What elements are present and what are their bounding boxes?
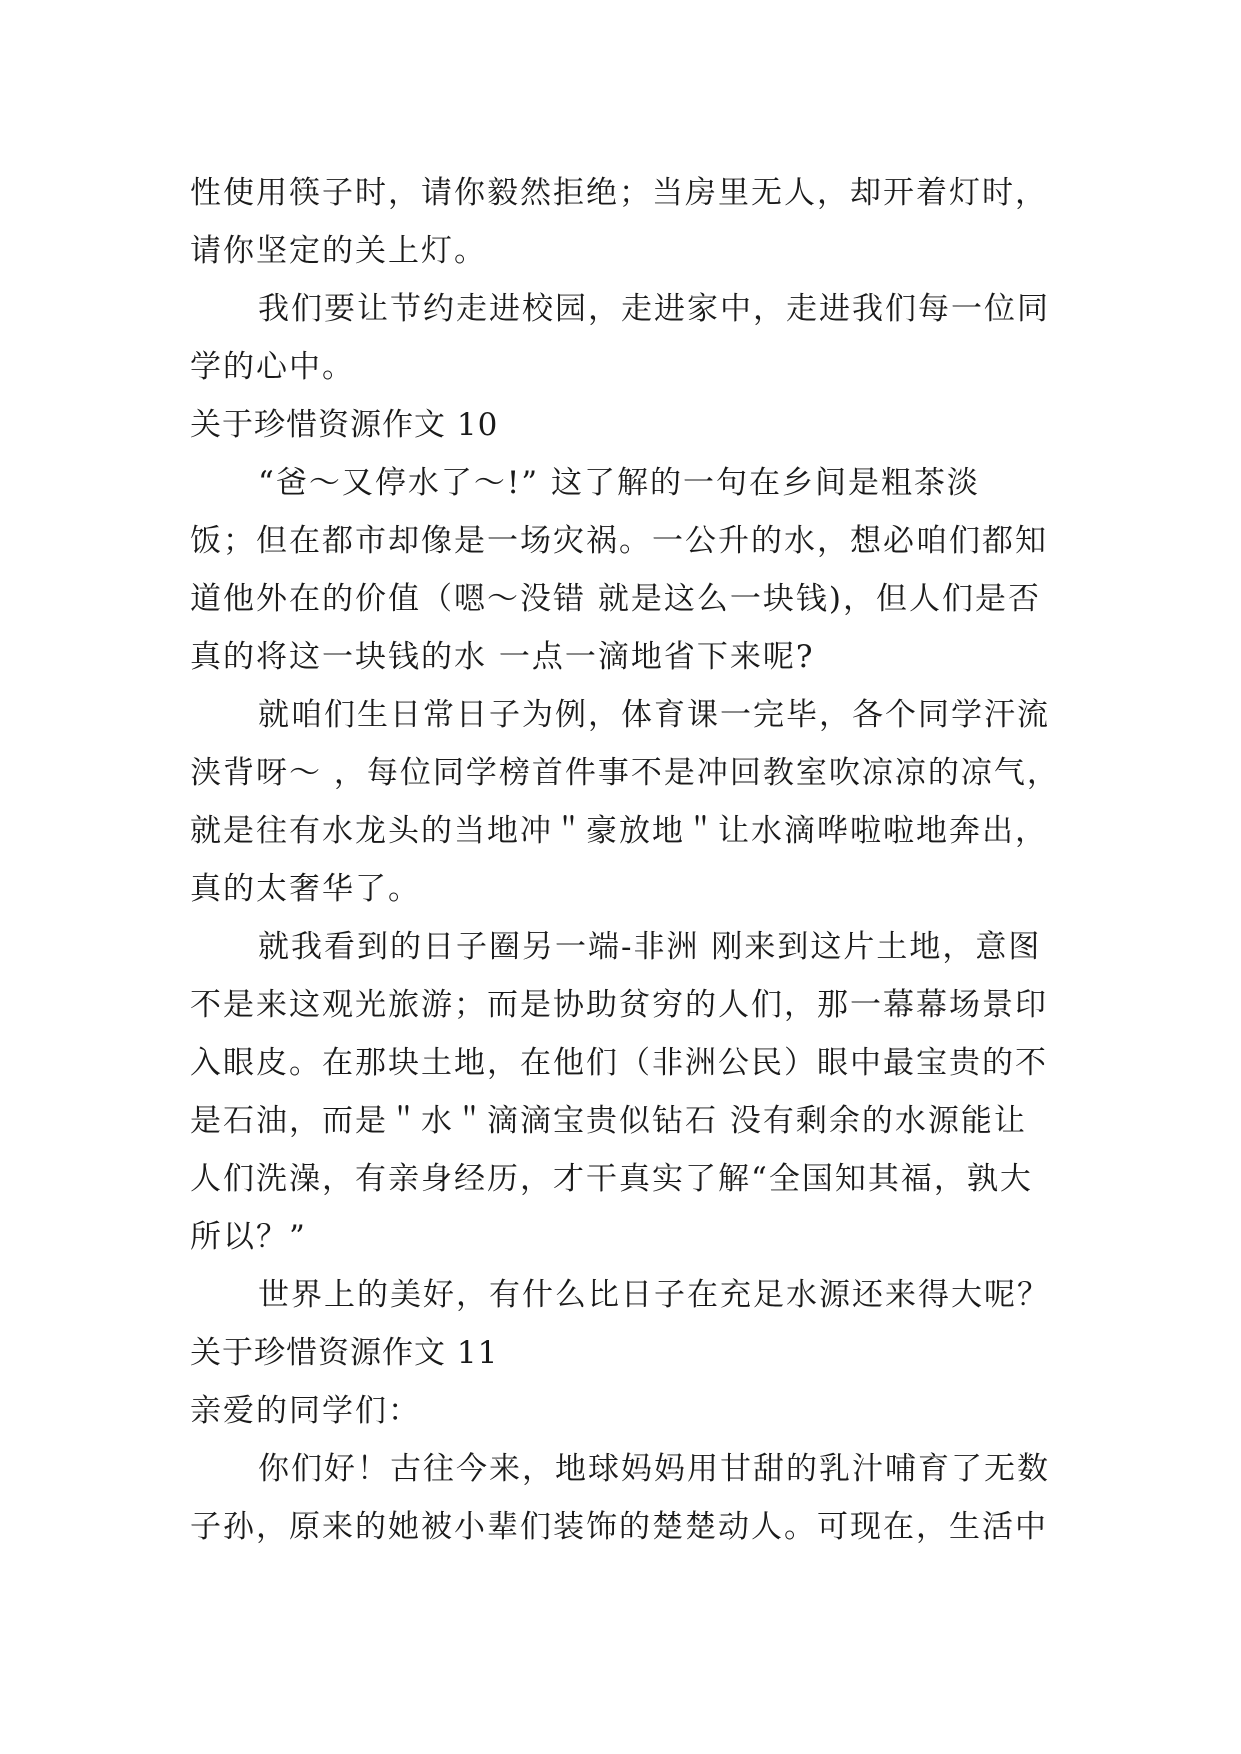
text-line: 我们要让节约走进校园，走进家中，走进我们每一位同 — [258, 291, 1050, 327]
text-line: 就是往有水龙头的当地冲＂豪放地＂让水滴哗啦啦地奔出， — [190, 813, 1048, 849]
text-line: 亲爱的同学们： — [190, 1393, 421, 1429]
text-line: 人们洗澡，有亲身经历，才干真实了解“全国知其福，孰大 — [190, 1161, 1033, 1197]
text-line: 就咱们生日常日子为例，体育课一完毕，各个同学汗流 — [258, 697, 1050, 733]
text-line: 是石油，而是＂水＂滴滴宝贵似钻石 没有剩余的水源能让 — [190, 1103, 1027, 1139]
text-line: 你们好！古往今来，地球妈妈用甘甜的乳汁哺育了无数 — [258, 1451, 1050, 1487]
text-line: 子孙，原来的她被小辈们装饰的楚楚动人。可现在，生活中 — [190, 1509, 1048, 1545]
text-line: 不是来这观光旅游；而是协助贫穷的人们，那一幕幕场景印 — [190, 987, 1048, 1023]
text-line: 入眼皮。在那块土地，在他们（非洲公民）眼中最宝贵的不 — [190, 1045, 1048, 1081]
text-line: 饭；但在都市却像是一场灾祸。一公升的水，想必咱们都知 — [190, 523, 1048, 559]
section-heading: 关于珍惜资源作文 10 — [190, 407, 499, 443]
text-line: 学的心中。 — [190, 349, 355, 385]
text-line: 性使用筷子时，请你毅然拒绝；当房里无人，却开着灯时， — [190, 175, 1048, 211]
text-line: 请你坚定的关上灯。 — [190, 233, 487, 269]
text-line: 真的将这一块钱的水 一点一滴地省下来呢? — [190, 639, 815, 675]
text-line: 浃背呀～ ，每位同学榜首件事不是冲回教室吹凉凉的凉气， — [190, 755, 1060, 791]
document-body — [190, 164, 1060, 1556]
text-line: 就我看到的日子圈另一端-非洲 刚来到这片土地，意图 — [258, 929, 1042, 965]
section-heading: 关于珍惜资源作文 11 — [190, 1335, 499, 1371]
text-line: 世界上的美好，有什么比日子在充足水源还来得大呢？ — [258, 1277, 1050, 1313]
text-line: “爸～又停水了～!” 这了解的一句在乡间是粗茶淡 — [258, 465, 981, 501]
text-line: 所以？” — [190, 1219, 307, 1255]
text-line: 道他外在的价值（嗯～没错 就是这么一块钱)，但人们是否 — [190, 581, 1041, 617]
text-line: 真的太奢华了。 — [190, 871, 421, 907]
